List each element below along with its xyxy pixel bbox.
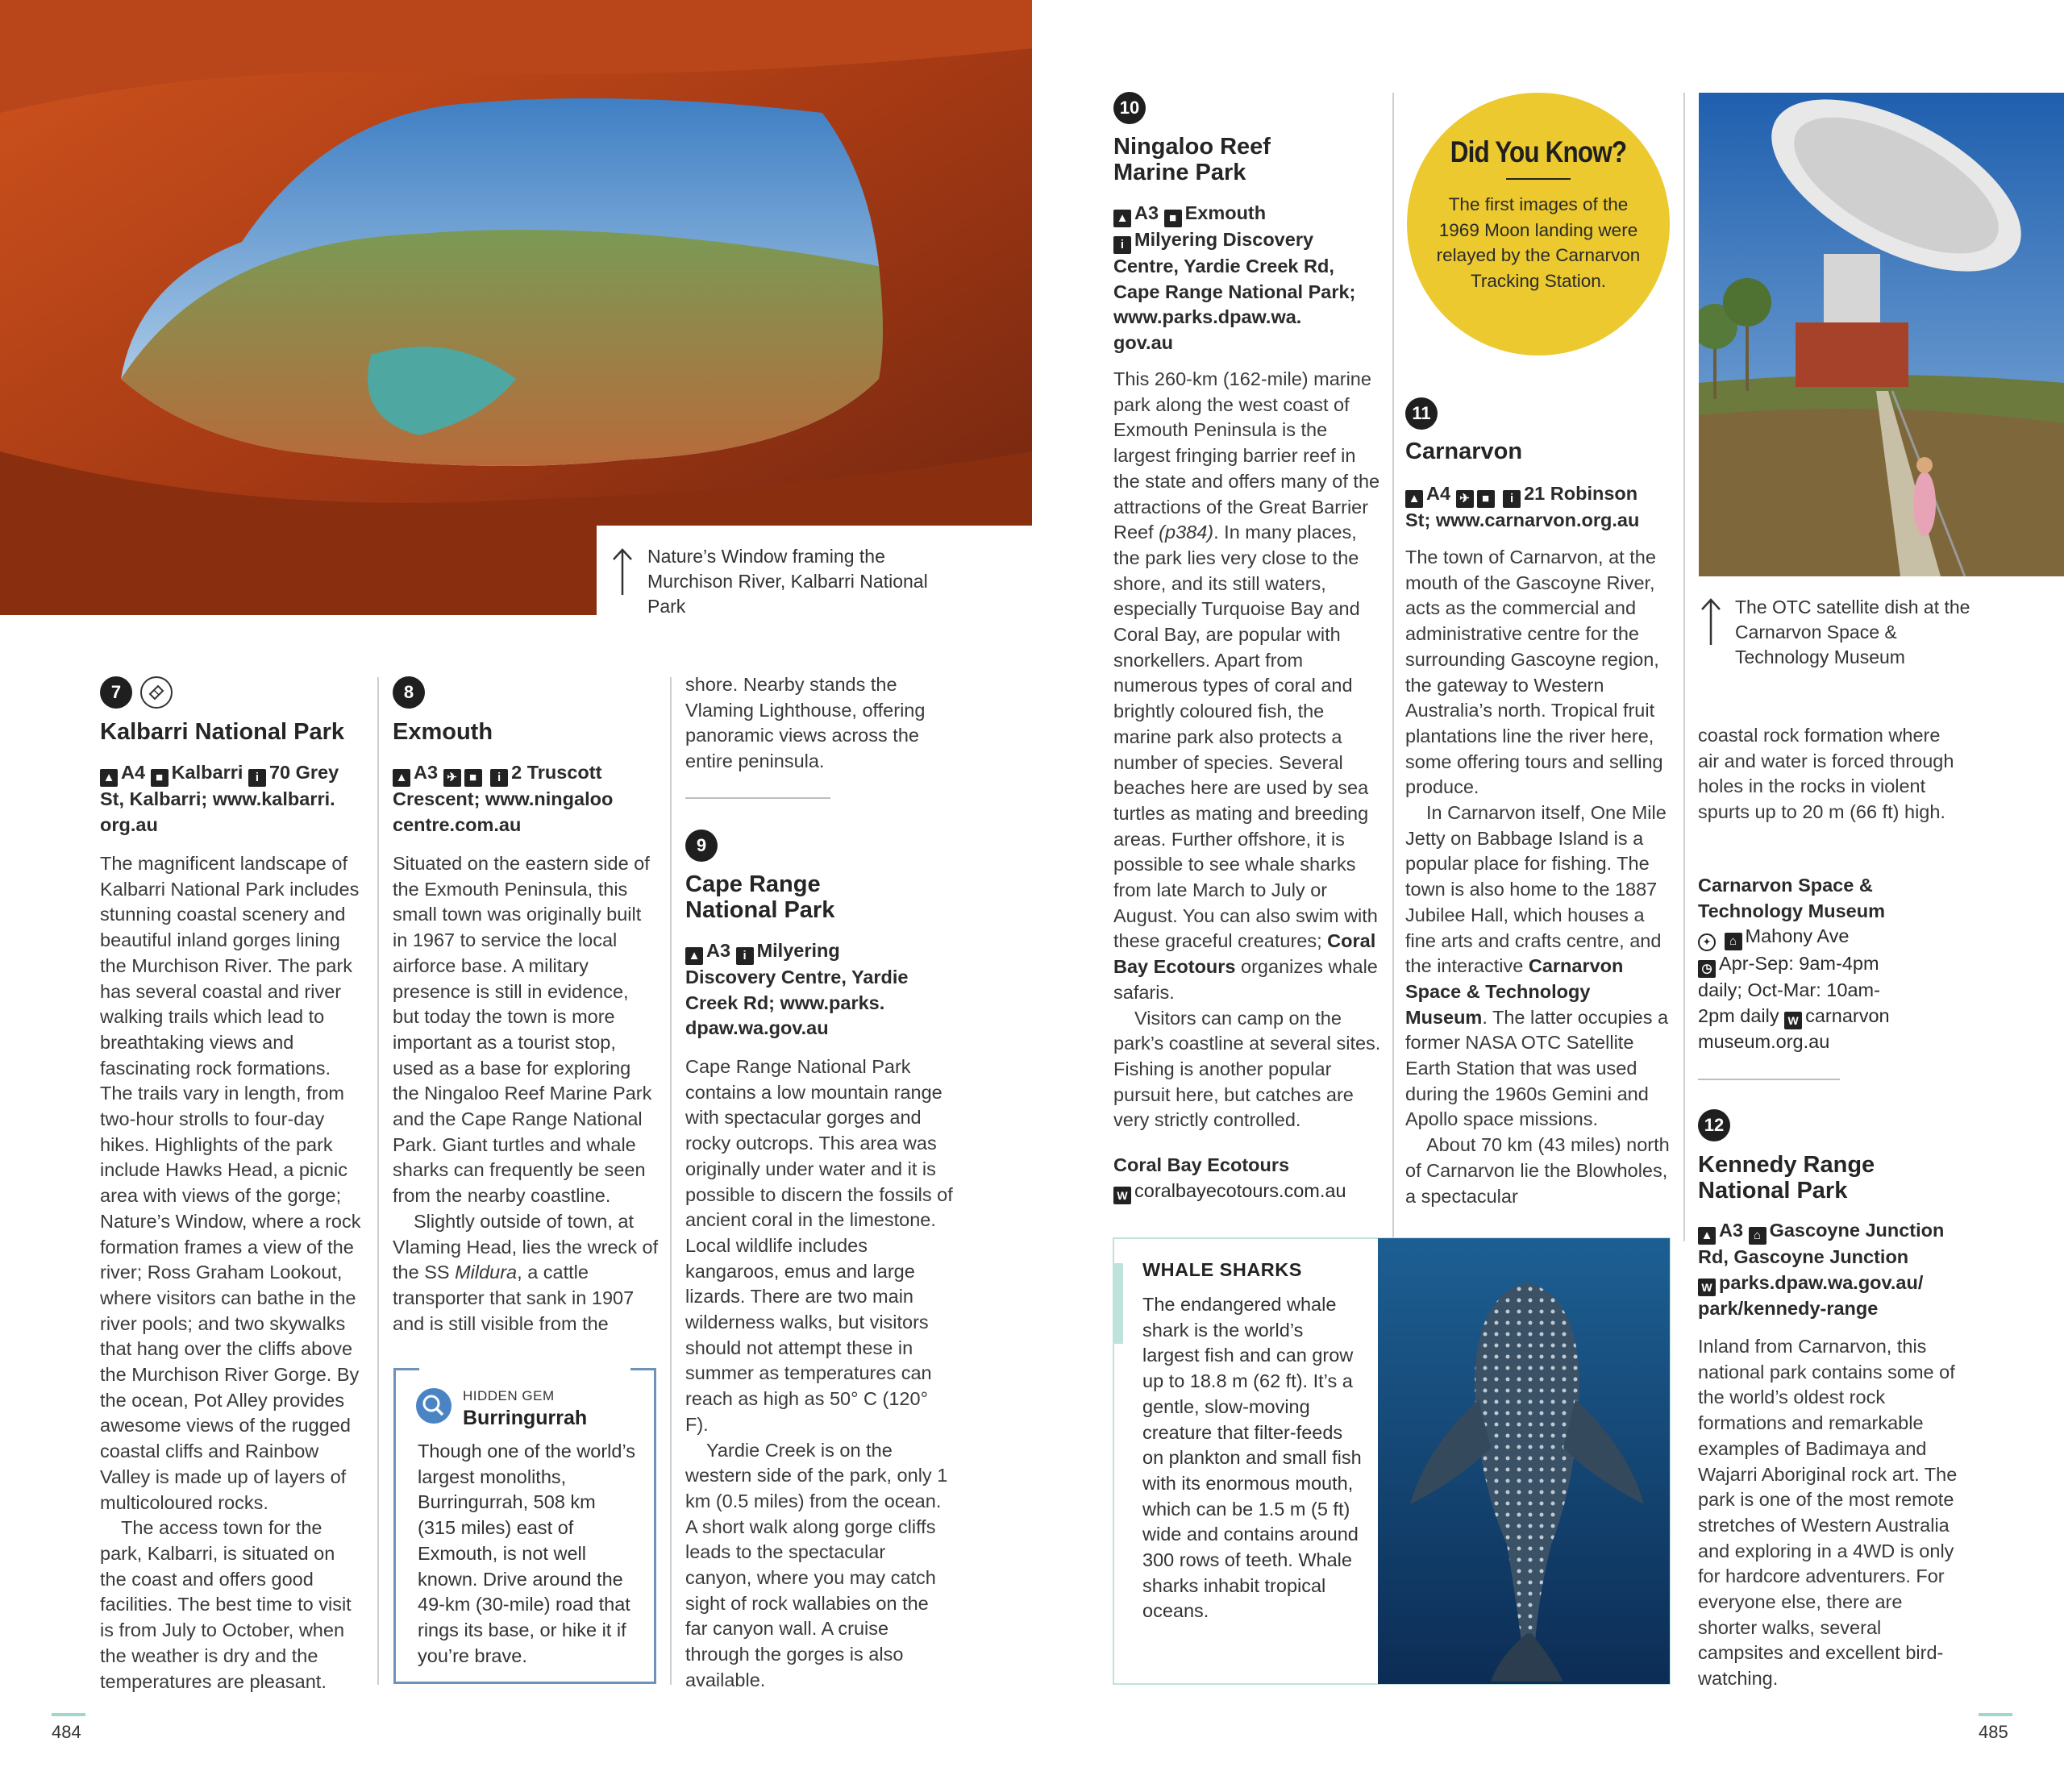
info-icon: i <box>736 947 754 965</box>
plane-icon: ✈ <box>443 769 461 787</box>
map-grid-icon: ▲ <box>100 769 118 787</box>
cape-range-info: ▲ A3 i Milyering Discovery Centre, Yardie Creek Rd; www.parks. dpaw.wa.gov.au <box>685 940 909 1039</box>
exmouth-body: Situated on the eastern side of the Exmouth Peninsula, this small town was originally built in 1967 to service the local airforce base. A military presence is still in evidence, but today the town is more important as a tourist stop, used as a base for exploring the Ningaloo Reef Marine Park and the Cape Range National Park. Giant turtles and whale sharks can frequently be seen from the nearby coastline. Slightly outside of town, at Vlaming Head, lies the wreck of the SS Mildura, a cattle transporter that sank in 1907 and is still visible from the <box>393 853 659 1334</box>
gem-border-right <box>630 1368 656 1370</box>
column-rule <box>1392 93 1394 1241</box>
did-you-know-title: Did You Know? <box>1450 135 1627 168</box>
photo-caption: Nature’s Window framing the Murchison River, Kalbarri National Park <box>647 546 928 617</box>
exmouth-body-continued: shore. Nearby stands the Vlaming Lighthouse, offering panoramic views across the entire peninsula. <box>685 674 926 772</box>
info-icon: i <box>490 769 508 787</box>
whale-shark-photo <box>1378 1238 1670 1684</box>
ticket-icon <box>140 676 173 709</box>
ticket-icon: ✦ <box>1698 933 1716 951</box>
web-icon: W <box>1113 1187 1131 1204</box>
kennedy-title: Kennedy Range National Park <box>1698 1152 1875 1204</box>
carnarvon-title: Carnarvon <box>1405 439 1523 464</box>
plane-icon: ✈ <box>1456 490 1474 508</box>
ningaloo-title: Ningaloo Reef Marine Park <box>1113 134 1271 185</box>
whale-sharks-title: WHALE SHARKS <box>1142 1259 1302 1280</box>
kalbarri-body: The magnificent landscape of Kalbarri National Park includes stunning coastal scenery and beautiful inland gorges lining the Murchison River. The park has several coastal and river walking trails which lead to breathtaking views and fascinating rock formations. The trails vary in length, from two-hour strolls to four-day hikes. Highlights of the park include Hawks Head, a picnic area with views of the gorge; Nature’s Window, where a rock formation frames a view of the river; Ross Graham Lookout, where visitors can bathe in the river pools; and two skywalks that hang over the cliffs above the Murchison River Gorge. By the ocean, Pot Alley provides awesome views of the rugged coastal cliffs and Rainbow Valley is made up of layers of multicoloured rocks. The access town for the park, Kalbarri, is situated on the coast and offers good facilities. The best time to visit is from July to October, when the weather is dry and the temperatures are pleasant. <box>100 853 361 1692</box>
did-you-know-text: The first images of the 1969 Moon landing were relayed by the Carnarvon Tracking Station. <box>1436 194 1641 291</box>
page-tick <box>52 1713 85 1716</box>
cape-range-title: Cape Range National Park <box>685 871 835 923</box>
map-grid-icon: ▲ <box>1113 210 1131 227</box>
hidden-gem-label: HIDDEN GEM <box>463 1388 555 1403</box>
bus-icon: ■ <box>1477 490 1495 508</box>
kalbarri-title: Kalbarri National Park <box>100 719 344 745</box>
cape-range-body: Cape Range National Park contains a low mountain range with spectacular gorges and rocky outcrops. This area was originally under water and it is possible to discern the fossils of ancient coral in the limestone. Local wildlife includes kangaroos, emus and large lizards. There are two main wilderness walks, but visitors should not attempt these in summer as temperatures can reach as high as 50° C (120° F). Yardie Creek is on the western side of the park, only 1 km (0.5 miles) from the ocean. A short walk along gorge cliffs leads to the spectacular canyon, where you may catch sight of rock wallabies on the far canyon wall. A cruise through the gorges is also available. <box>685 1056 953 1690</box>
web-icon: W <box>1784 1012 1802 1029</box>
page-tick <box>1979 1713 2012 1716</box>
whale-sharks-text: The endangered whale shark is the world’s largest fish and can grow up to 18.8 m (62 ft). It’s a gentle, slow-moving creature that filter-feeds on plankton and small fish with its enormous mouth, which can be 1.5 m (5 ft) wide and contains around 300 rows of teeth. Whale sharks inhabit tropical oceans. <box>1142 1294 1362 1622</box>
map-grid-icon: ▲ <box>393 769 410 787</box>
up-arrow-icon <box>611 548 634 597</box>
kennedy-body: Inland from Carnarvon, this national park contains some of the world’s oldest rock formations and remarkable examples of Badimaya and Wajarri Aboriginal rock art. The park is one of the most remote stretches of Western Australia and exploring in a 4WD is only for hardcore adventurers. For everyone else, there are shorter walks, several campsites and excellent bird-watching. <box>1698 1336 1958 1690</box>
bus-icon: ■ <box>151 769 169 787</box>
info-icon: i <box>1113 236 1131 254</box>
entry-number-8: 8 <box>393 676 425 709</box>
column-rule <box>670 677 672 1685</box>
satellite-dish-photo <box>1699 93 2064 576</box>
carnarvon-body-continued: coastal rock formation where air and water is forced through holes in the rocks in violent spurts up to 20 m (66 ft) high. <box>1698 725 1954 823</box>
nature-window-photo <box>0 0 1032 615</box>
carnarvon-info: ▲ A4 ✈ ■ i 21 Robinson St; www.carnarvon.org.au <box>1405 483 1640 530</box>
hidden-gem-title: Burringurrah <box>463 1407 588 1429</box>
dish-caption: The OTC satellite dish at the Carnarvon Space & Technology Museum <box>1735 597 1970 667</box>
column-rule <box>1683 93 1685 1241</box>
map-grid-icon: ▲ <box>1698 1227 1716 1245</box>
museum-listing: Carnarvon Space & Technology Museum ✦ ⌂ Mahony Ave ◷ Apr-Sep: 9am-4pm daily; Oct-Mar: 10am- 2pm daily W carnarvon museum.org.au <box>1698 875 1890 1053</box>
hidden-gem-text: Though one of the world’s largest monoliths, Burringurrah, 508 km (315 miles) east of Exmouth, is not well known. Drive around the 49-km (30-mile) road that rings its base, or hike it if you’re brave. <box>418 1441 635 1666</box>
entry-number-10: 10 <box>1113 92 1146 124</box>
page-number-right: 485 <box>1979 1722 2008 1742</box>
coral-bay-listing: Coral Bay Ecotours W coralbayecotours.com.au <box>1113 1153 1388 1204</box>
entry-number-7: 7 <box>100 676 173 709</box>
kennedy-info: ▲ A3 ⌂ Gascoyne Junction Rd, Gascoyne Junction W parks.dpaw.wa.gov.au/ park/kennedy-range <box>1698 1220 1945 1319</box>
bus-icon: ■ <box>464 769 482 787</box>
whale-box-accent <box>1113 1263 1123 1344</box>
carnarvon-body: The town of Carnarvon, at the mouth of the Gascoyne River, acts as the commercial and administrative centre for the surrounding Gascoyne region, the gateway to Western Australia’s north. Tropical fruit plantations line the river here, some offering tours and selling produce. In Carnarvon itself, One Mile Jetty on Babbage Island is a popular place for fishing. The town is also home to the 1887 Jubilee Hall, which houses a fine arts and crafts centre, and the interactive Carnarvon Space & Technology Museum. The latter occupies a former NASA OTC Satellite Earth Station that was used during the 1960s Gemini and Apollo space missions. About 70 km (43 miles) north of Carnarvon lie the Blowholes, a spectacular <box>1405 547 1670 1207</box>
column-rule <box>377 677 379 1685</box>
up-arrow-icon <box>1700 598 1722 647</box>
address-icon: ⌂ <box>1725 933 1742 950</box>
search-icon <box>416 1388 452 1424</box>
exmouth-title: Exmouth <box>393 719 493 745</box>
entry-number-9: 9 <box>685 829 718 862</box>
address-icon: ⌂ <box>1749 1227 1766 1245</box>
ningaloo-info: ▲ A3 ■ Exmouth i Milyering Discovery Centre, Yardie Creek Rd, Cape Range National Park; www.parks.dpaw.wa. gov.au <box>1113 202 1356 354</box>
info-icon: i <box>1503 490 1521 508</box>
web-icon: W <box>1698 1279 1716 1296</box>
map-grid-icon: ▲ <box>1405 490 1423 508</box>
map-grid-icon: ▲ <box>685 947 703 965</box>
entry-number-12: 12 <box>1698 1109 1730 1141</box>
bus-icon: ■ <box>1164 210 1182 227</box>
ningaloo-body: This 260-km (162-mile) marine park along the west coast of Exmouth Peninsula is the largest fringing barrier reef in the state and offers many of the attractions of the Great Barrier Reef (p384). In many places, the park lies very close to the shore, and its still waters, especially Turquoise Bay and Coral Bay, are popular with snorkellers. Apart from numerous types of coral and brightly coloured fish, the marine park also protects a number of species. Several beaches here are used by sea turtles as mating and breeding areas. Further offshore, it is possible to see whale sharks from late March to July or August. You can also swim with these graceful creatures; Coral Bay Ecotours organizes whale safaris. Visitors can camp on the park’s coastline at several sites. Fishing is another popular pursuit here, but catches are very strictly controlled. <box>1113 368 1381 1131</box>
clock-icon: ◷ <box>1698 960 1716 978</box>
kalbarri-info: ▲ A4 ■ Kalbarri i 70 Grey St, Kalbarri; www.kalbarri. org.au <box>100 762 339 835</box>
entry-number-11: 11 <box>1405 397 1438 430</box>
page-number-left: 484 <box>52 1722 81 1742</box>
divider <box>685 797 830 799</box>
did-you-know-rule <box>1506 178 1571 180</box>
exmouth-info: ▲ A3 ✈ ■ i 2 Truscott Crescent; www.ningaloo centre.com.au <box>393 762 614 835</box>
divider <box>1698 1079 1840 1080</box>
gem-border-left <box>393 1368 419 1370</box>
info-icon: i <box>248 769 266 787</box>
